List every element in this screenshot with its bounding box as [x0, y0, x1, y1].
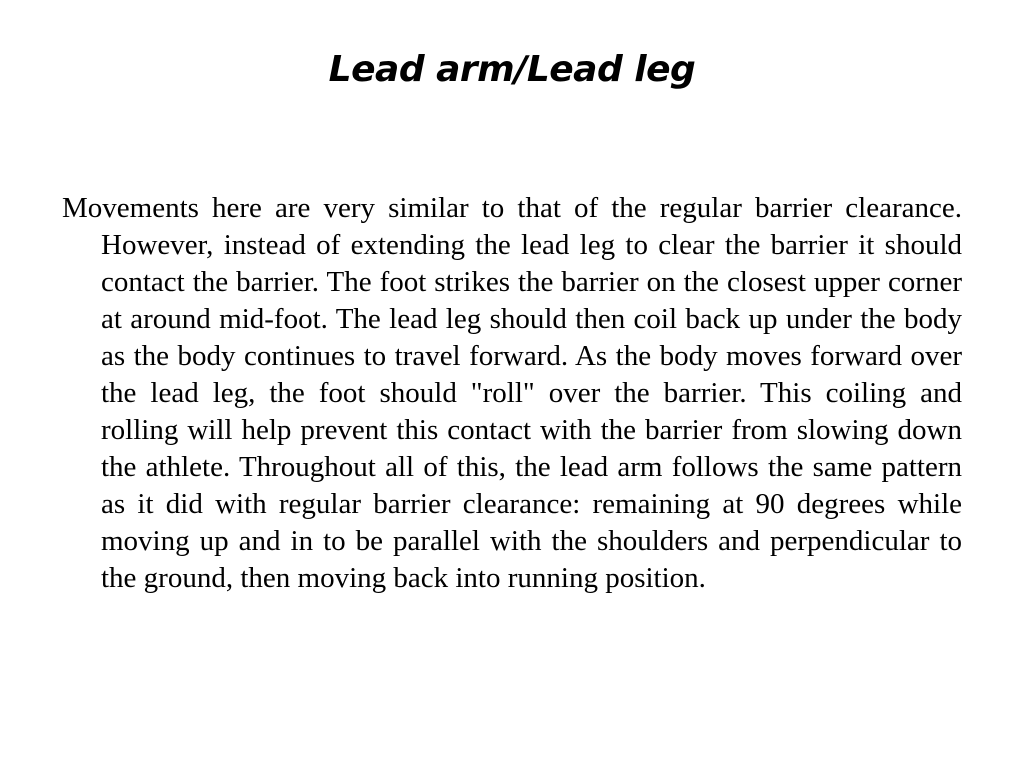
slide-title: Lead arm/Lead leg	[328, 49, 696, 90]
slide-body-text: Movements here are very similar to that of the regular barrier clearance. However, instead of extending the lead leg to clear the barrier it should contact the barrier. The foot strikes the barrier on the closest upper corner at around mid-foot. The lead leg should then coil back up under the body as the body continues to travel forward. As the body moves forward over the lead leg, the foot should "roll" over the barrier. This coiling and rolling will help prevent this contact with the barrier from slowing down the athlete. Throughout all of this, the lead arm follows the same pattern as it did with regular barrier clearance: remaining at 90 degrees while moving up and in to be parallel with the shoulders and perpendicular to the ground, then moving back into running position.	[62, 192, 962, 594]
